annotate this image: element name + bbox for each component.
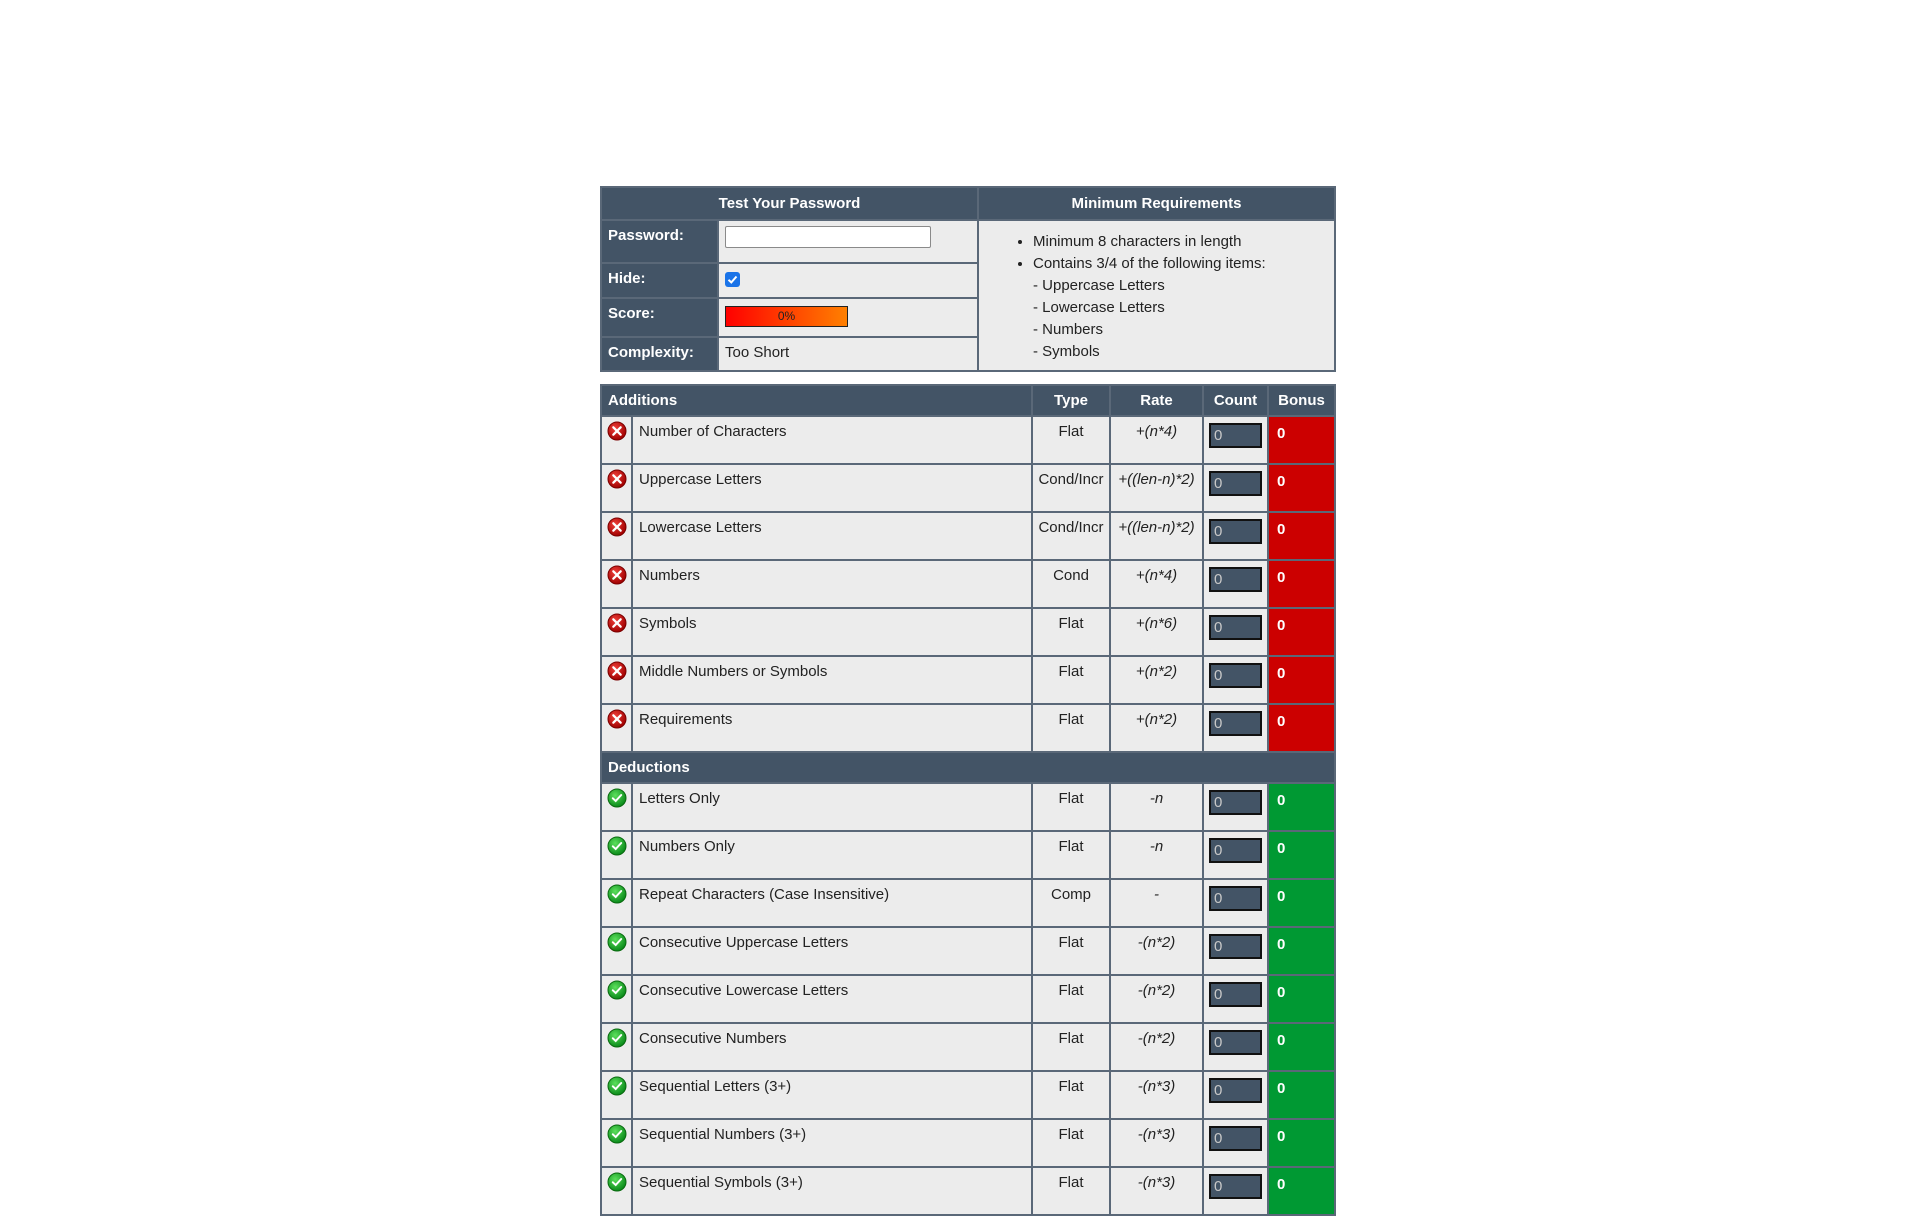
criterion-type: Comp	[1032, 879, 1110, 927]
criterion-name: Numbers	[632, 560, 1032, 608]
pass-check-icon	[607, 1124, 627, 1144]
count-cell	[1203, 656, 1268, 704]
fail-x-icon	[607, 565, 627, 585]
bonus-value: 0	[1268, 1119, 1335, 1167]
criterion-rate: -(n*2)	[1110, 927, 1203, 975]
criterion-type: Flat	[1032, 927, 1110, 975]
criterion-rate: +((len-n)*2)	[1110, 512, 1203, 560]
checkmark-icon	[727, 274, 738, 285]
bonus-value: 0	[1268, 560, 1335, 608]
table-row	[601, 560, 1335, 608]
table-row	[601, 704, 1335, 752]
table-row	[601, 1023, 1335, 1071]
status-cell	[601, 975, 632, 1023]
count-cell	[1203, 416, 1268, 464]
count-field[interactable]: 0	[1209, 567, 1262, 592]
criterion-name: Sequential Letters (3+)	[632, 1071, 1032, 1119]
requirement-sub-item: - Uppercase Letters	[1033, 277, 1165, 294]
requirement-sub-item: - Numbers	[1033, 321, 1104, 338]
requirement-item: • Minimum 8 characters in length	[1033, 231, 1334, 253]
count-field[interactable]: 0	[1209, 471, 1262, 496]
pass-check-icon	[607, 884, 627, 904]
criterion-name: Repeat Characters (Case Insensitive)	[632, 879, 1032, 927]
bonus-value: 0	[1268, 783, 1335, 831]
table-row	[601, 416, 1335, 464]
criterion-type: Flat	[1032, 1167, 1110, 1215]
criterion-rate: -(n*3)	[1110, 1071, 1203, 1119]
fail-x-icon	[607, 613, 627, 633]
criterion-type: Flat	[1032, 704, 1110, 752]
criterion-rate: -(n*3)	[1110, 1167, 1203, 1215]
count-header: Count	[1203, 385, 1268, 416]
pass-check-icon	[607, 1076, 627, 1096]
status-cell	[601, 927, 632, 975]
score-label: Score:	[601, 298, 718, 337]
tester-title: Test Your Password	[601, 187, 978, 220]
score-breakdown-table	[600, 384, 1336, 1216]
count-cell	[1203, 464, 1268, 512]
requirement-item-label: Contains 3/4 of the following items:	[1033, 255, 1266, 272]
count-cell	[1203, 1023, 1268, 1071]
bonus-value: 0	[1268, 879, 1335, 927]
criterion-type: Flat	[1032, 1071, 1110, 1119]
pass-check-icon	[607, 788, 627, 808]
count-cell	[1203, 927, 1268, 975]
count-field[interactable]: 0	[1209, 934, 1262, 959]
hide-checkbox[interactable]	[725, 272, 740, 287]
count-cell	[1203, 783, 1268, 831]
additions-header: Additions	[601, 385, 1032, 416]
status-cell	[601, 831, 632, 879]
criterion-name: Consecutive Numbers	[632, 1023, 1032, 1071]
count-field[interactable]: 0	[1209, 982, 1262, 1007]
count-field[interactable]: 0	[1209, 1174, 1262, 1199]
criterion-name: Letters Only	[632, 783, 1032, 831]
bonus-value: 0	[1268, 608, 1335, 656]
criterion-name: Sequential Numbers (3+)	[632, 1119, 1032, 1167]
score-bar	[725, 306, 848, 327]
requirement-sub-item: - Lowercase Letters	[1033, 299, 1165, 316]
fail-x-icon	[607, 661, 627, 681]
table-row	[601, 608, 1335, 656]
count-cell	[1203, 512, 1268, 560]
table-row	[601, 464, 1335, 512]
criterion-rate: +(n*4)	[1110, 560, 1203, 608]
status-cell	[601, 560, 632, 608]
status-cell	[601, 879, 632, 927]
bonus-value: 0	[1268, 1071, 1335, 1119]
bonus-value: 0	[1268, 512, 1335, 560]
criterion-name: Numbers Only	[632, 831, 1032, 879]
status-cell	[601, 512, 632, 560]
criterion-rate: +((len-n)*2)	[1110, 464, 1203, 512]
criterion-rate: +(n*2)	[1110, 704, 1203, 752]
table-row	[601, 831, 1335, 879]
criterion-rate: -n	[1110, 831, 1203, 879]
criterion-type: Cond/Incr	[1032, 464, 1110, 512]
requirement-sub-item: - Symbols	[1033, 343, 1100, 360]
score-value: 0%	[777, 309, 796, 323]
criterion-name: Number of Characters	[632, 416, 1032, 464]
pass-check-icon	[607, 1028, 627, 1048]
status-cell	[601, 783, 632, 831]
type-header: Type	[1032, 385, 1110, 416]
criterion-rate: +(n*6)	[1110, 608, 1203, 656]
criterion-name: Uppercase Letters	[632, 464, 1032, 512]
criterion-rate: -n	[1110, 783, 1203, 831]
requirement-item	[1033, 253, 1334, 363]
count-field[interactable]: 0	[1209, 663, 1262, 688]
criterion-type: Flat	[1032, 831, 1110, 879]
pass-check-icon	[607, 836, 627, 856]
criterion-name: Requirements	[632, 704, 1032, 752]
bonus-value: 0	[1268, 1167, 1335, 1215]
table-row	[601, 1119, 1335, 1167]
criterion-name: Lowercase Letters	[632, 512, 1032, 560]
count-cell	[1203, 560, 1268, 608]
pass-check-icon	[607, 932, 627, 952]
table-row	[601, 927, 1335, 975]
table-row	[601, 1167, 1335, 1215]
criterion-rate: -(n*3)	[1110, 1119, 1203, 1167]
criterion-type: Flat	[1032, 1023, 1110, 1071]
status-cell	[601, 1119, 632, 1167]
status-cell	[601, 1071, 632, 1119]
bonus-value: 0	[1268, 416, 1335, 464]
count-field[interactable]: 0	[1209, 1078, 1262, 1103]
status-cell	[601, 1023, 632, 1071]
count-cell	[1203, 1119, 1268, 1167]
fail-x-icon	[607, 517, 627, 537]
deductions-header: Deductions	[601, 752, 1335, 783]
count-field[interactable]: 0	[1209, 886, 1262, 911]
criterion-name: Middle Numbers or Symbols	[632, 656, 1032, 704]
count-field[interactable]: 0	[1209, 838, 1262, 863]
count-cell	[1203, 608, 1268, 656]
status-cell	[601, 704, 632, 752]
table-row	[601, 1071, 1335, 1119]
password-input[interactable]	[725, 226, 931, 248]
criterion-rate: -(n*2)	[1110, 1023, 1203, 1071]
bonus-value: 0	[1268, 927, 1335, 975]
status-cell	[601, 416, 632, 464]
criterion-rate: -	[1110, 879, 1203, 927]
requirements-list	[979, 231, 1334, 363]
count-field[interactable]: 0	[1209, 790, 1262, 815]
count-cell	[1203, 1167, 1268, 1215]
rate-header: Rate	[1110, 385, 1203, 416]
fail-x-icon	[607, 421, 627, 441]
table-row	[601, 783, 1335, 831]
fail-x-icon	[607, 709, 627, 729]
hide-label: Hide:	[601, 263, 718, 298]
table-row	[601, 512, 1335, 560]
bonus-value: 0	[1268, 464, 1335, 512]
bonus-value: 0	[1268, 656, 1335, 704]
criterion-name: Consecutive Lowercase Letters	[632, 975, 1032, 1023]
count-field[interactable]: 0	[1209, 423, 1262, 448]
bonus-value: 0	[1268, 975, 1335, 1023]
criterion-name: Consecutive Uppercase Letters	[632, 927, 1032, 975]
criterion-type: Flat	[1032, 975, 1110, 1023]
fail-x-icon	[607, 469, 627, 489]
status-cell	[601, 464, 632, 512]
criterion-type: Cond	[1032, 560, 1110, 608]
password-tester-table	[600, 186, 1336, 372]
count-cell	[1203, 975, 1268, 1023]
bonus-value: 0	[1268, 704, 1335, 752]
bonus-value: 0	[1268, 831, 1335, 879]
count-cell	[1203, 879, 1268, 927]
status-cell	[601, 1167, 632, 1215]
criterion-rate: -(n*2)	[1110, 975, 1203, 1023]
status-cell	[601, 656, 632, 704]
complexity-value: Too Short	[718, 337, 978, 371]
count-field[interactable]: 0	[1209, 711, 1262, 736]
bonus-header: Bonus	[1268, 385, 1335, 416]
criterion-type: Flat	[1032, 416, 1110, 464]
password-label: Password:	[601, 220, 718, 263]
count-cell	[1203, 704, 1268, 752]
count-field[interactable]: 0	[1209, 1030, 1262, 1055]
table-row	[601, 975, 1335, 1023]
status-cell	[601, 608, 632, 656]
complexity-label: Complexity:	[601, 337, 718, 371]
criterion-type: Cond/Incr	[1032, 512, 1110, 560]
count-cell	[1203, 1071, 1268, 1119]
bonus-value: 0	[1268, 1023, 1335, 1071]
requirements-title: Minimum Requirements	[978, 187, 1335, 220]
pass-check-icon	[607, 980, 627, 1000]
table-row	[601, 879, 1335, 927]
count-cell	[1203, 831, 1268, 879]
criterion-type: Flat	[1032, 608, 1110, 656]
criterion-type: Flat	[1032, 656, 1110, 704]
criterion-type: Flat	[1032, 1119, 1110, 1167]
requirements-panel	[978, 220, 1335, 371]
table-row	[601, 656, 1335, 704]
pass-check-icon	[607, 1172, 627, 1192]
criterion-rate: +(n*4)	[1110, 416, 1203, 464]
count-field[interactable]: 0	[1209, 519, 1262, 544]
criterion-name: Sequential Symbols (3+)	[632, 1167, 1032, 1215]
count-field[interactable]: 0	[1209, 1126, 1262, 1151]
criterion-name: Symbols	[632, 608, 1032, 656]
criterion-type: Flat	[1032, 783, 1110, 831]
count-field[interactable]: 0	[1209, 615, 1262, 640]
criterion-rate: +(n*2)	[1110, 656, 1203, 704]
